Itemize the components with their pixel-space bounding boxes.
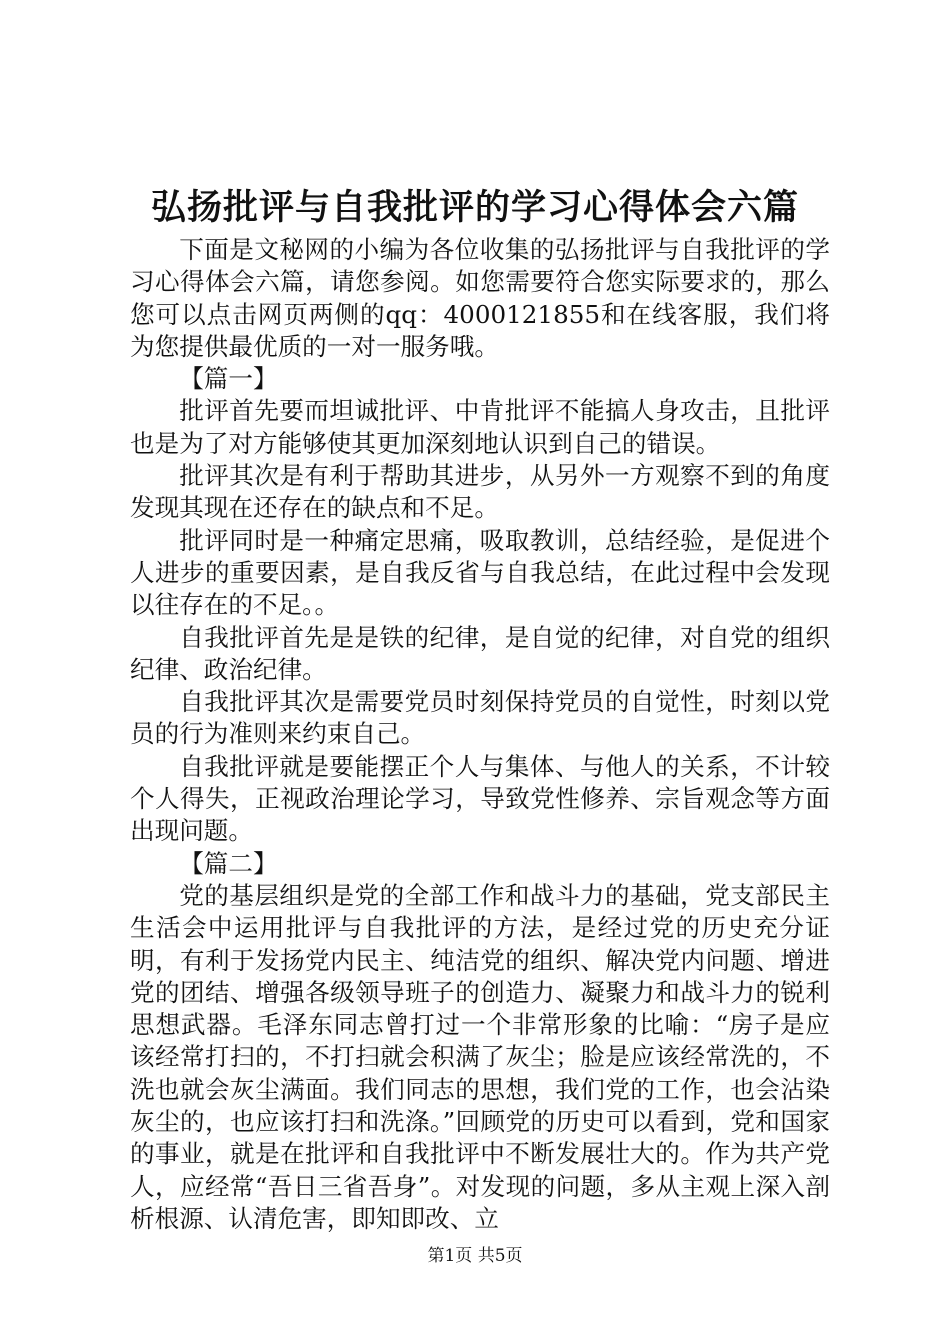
document-title: 弘扬批评与自我批评的学习心得体会六篇: [150, 188, 799, 228]
section-heading-1: 【篇一】: [179, 364, 278, 394]
page-footer: 第1页 共5页: [427, 1246, 523, 1266]
body-paragraph: 自我批评就是要能摆正个人与集体、与他人的关系，不计较个人得失，正视政治理论学习，导致党性修养、宗旨观念等方面出现问题。: [130, 751, 830, 846]
intro-paragraph: 下面是文秘网的小编为各位收集的弘扬批评与自我批评的学习心得体会六篇，请您参阅。如您需要符合您实际要求的，那么您可以点击网页两侧的qq：4000121855和在线客服，我们将为您提供最优质的一对一服务哦。: [130, 235, 830, 361]
document-body: [130, 234, 830, 1235]
section-heading-2: 【篇二】: [179, 848, 278, 878]
body-paragraph: 批评同时是一种痛定思痛，吸取教训，总结经验，是促进个人进步的重要因素，是自我反省与自我总结，在此过程中会发现以往存在的不足。。: [130, 525, 830, 620]
body-paragraph: 批评首先要而坦诚批评、中肯批评不能搞人身攻击，且批评也是为了对方能够使其更加深刻地认识到自己的错误。: [130, 396, 830, 458]
body-paragraph: 党的基层组织是党的全部工作和战斗力的基础，党支部民主生活会中运用批评与自我批评的方法，是经过党的历史充分证明，有利于发扬党内民主、纯洁党的组织、解决党内问题、增进党的团结、增强各级领导班子的创造力、凝聚力和战斗力的锐利思想武器。毛泽东同志曾打过一个非常形象的比喻：“房子是应该经常打扫的，不打扫就会积满了灰尘；脸是应该经常洗的，不洗也就会灰尘满面。我们同志的思想，我们党的工作，也会沾染灰尘的，也应该打扫和洗涤。”回顾党的历史可以看到，党和国家的事业，就是在批评和自我批评中不断发展壮大的。作为共产党人，应经常“吾日三省吾身”。对发现的问题，多从主观上深入剖析根源、认清危害，即知即改、立: [130, 880, 830, 1233]
body-paragraph: 批评其次是有利于帮助其进步，从另外一方观察不到的角度发现其现在还存在的缺点和不足。: [130, 461, 830, 523]
body-paragraph: 自我批评其次是需要党员时刻保持党员的自觉性，时刻以党员的行为准则来约束自己。: [130, 687, 830, 749]
body-paragraph: 自我批评首先是是铁的纪律，是自觉的纪律，对自党的组织纪律、政治纪律。: [130, 622, 830, 684]
